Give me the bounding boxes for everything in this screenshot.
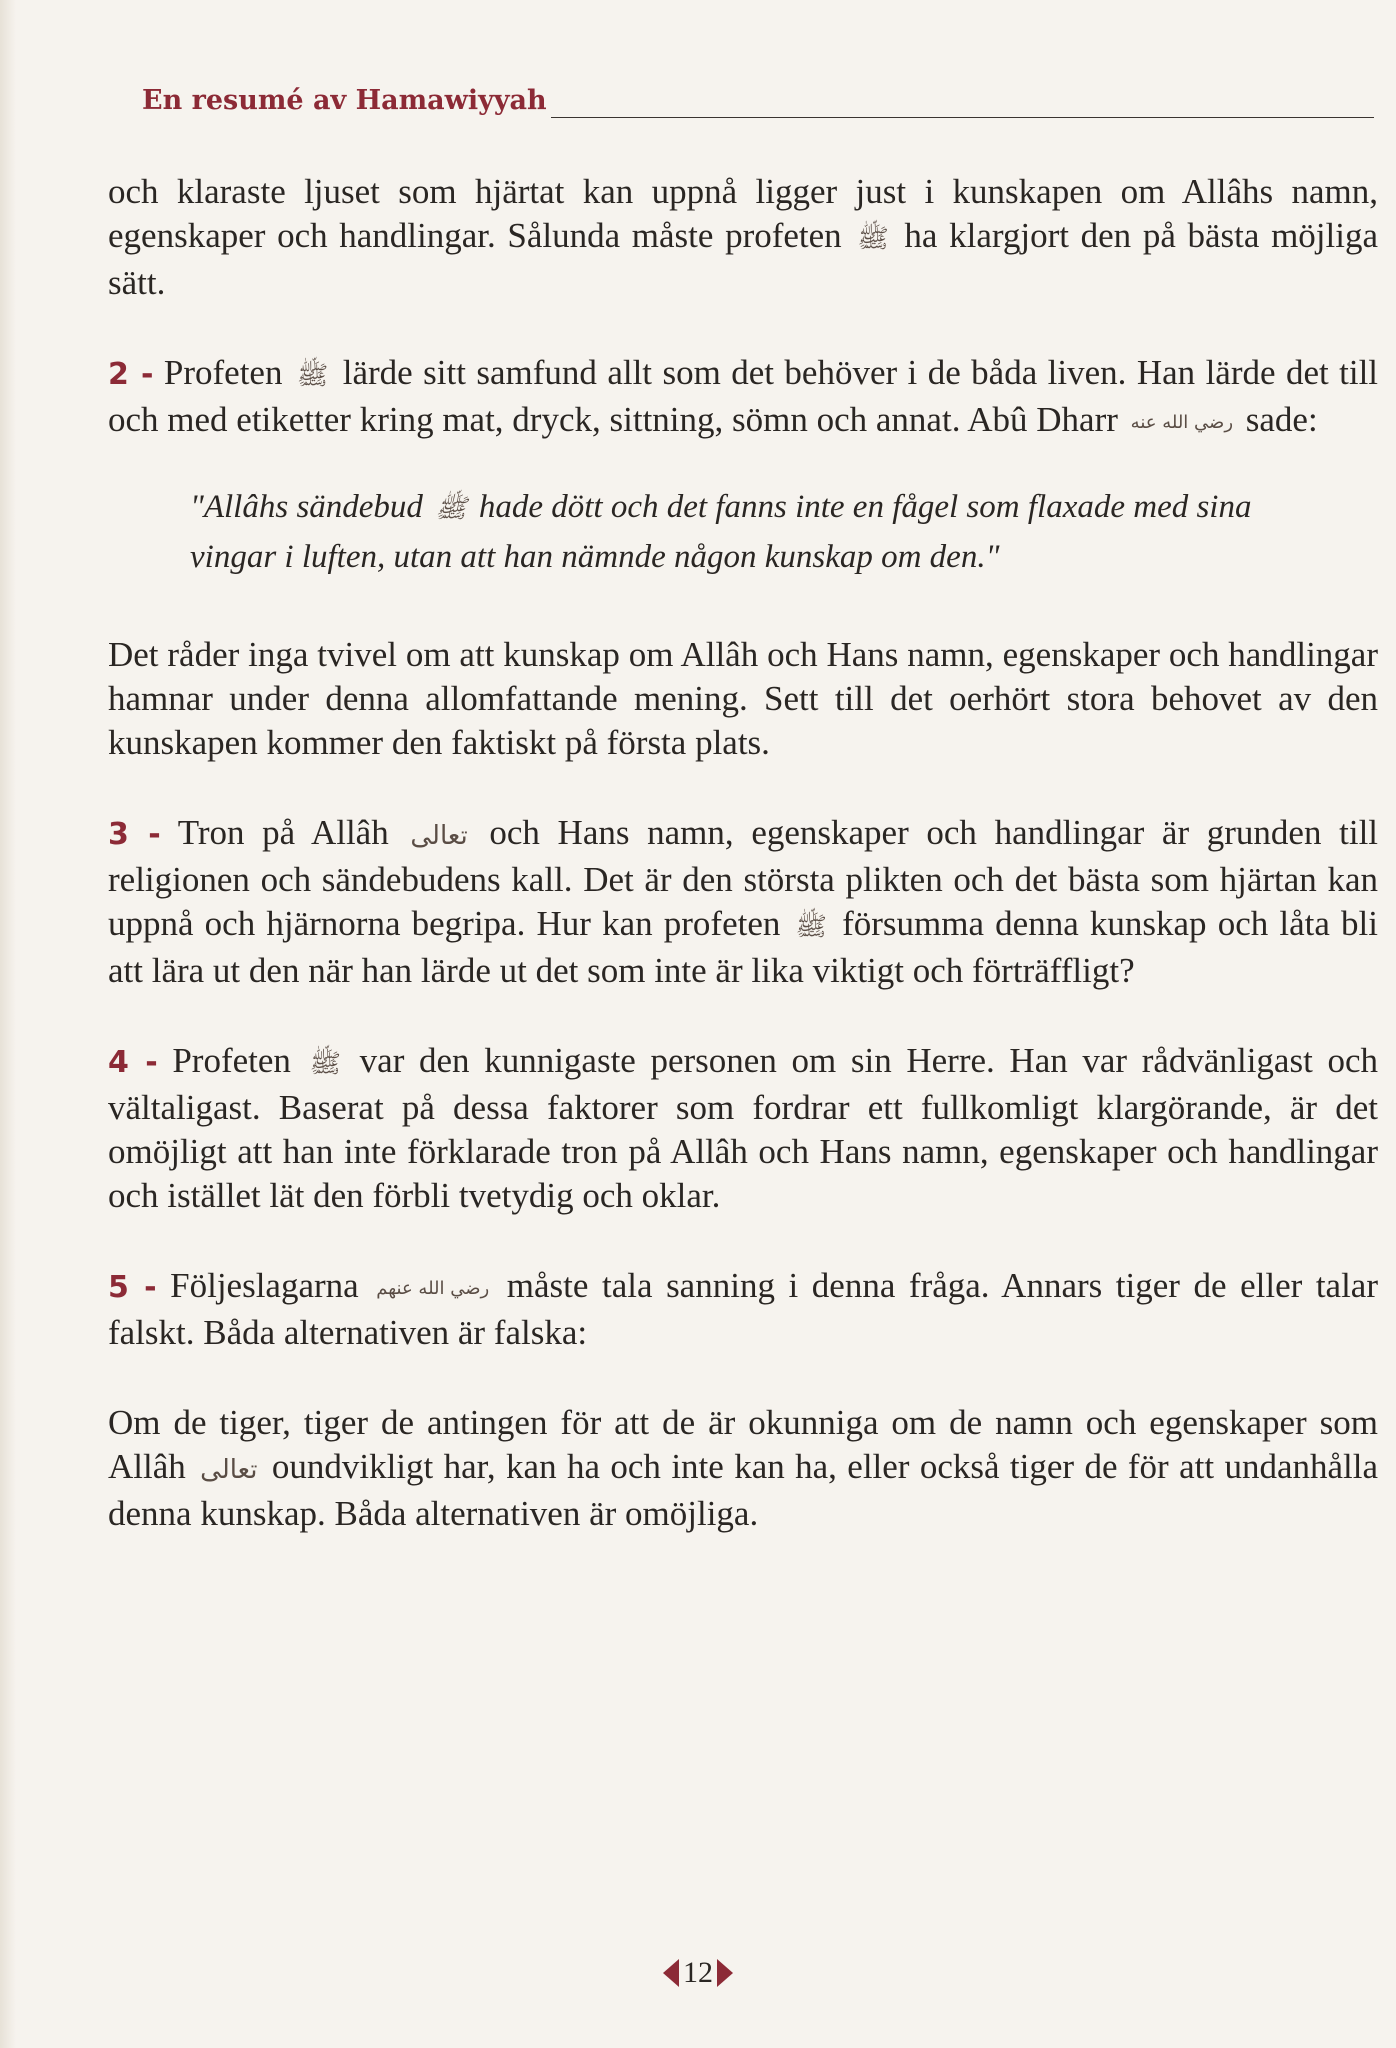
paragraph-intro [108,170,1378,305]
paragraph-number: 4 - [108,1045,158,1081]
text: var den kunnigaste personen om sin Herre. Han var rådvänligast och vältaligast. Baserat på dessa faktorer som fordrar ett fullkomligt klargörande, är det omöjligt att han inte förklarade tron på Allâh och Hans namn, egenskaper och handlingar och istället lät den förbli tvetydig och oklar. [108,1041,1378,1216]
paragraph-mid [108,633,1378,765]
text: lärde sitt samfund allt som det behöver i de båda liven. Han lärde det till och med etiketter kring mat, dryck, sittning, sömn och annat. Abû Dharr [108,352,1379,439]
paragraph-number: 3 - [108,817,161,853]
paragraph-5 [108,1264,1378,1355]
text: Det råder inga tvivel om att kunskap om Allâh och Hans namn, egenskaper och handlingar hamnar under denna allomfattande mening. Sett till det oerhört stora behovet av den kunskapen kommer den faktiskt på första plats. [108,635,1378,763]
radiya-honorific-icon: رضي الله عنهم [376,1278,490,1300]
paragraph-4 [108,1039,1378,1218]
paragraph-3 [108,811,1378,993]
text: måste tala sanning i denna fråga. Annars tiger de eller talar falskt. Båda alternativen är falska: [108,1266,1378,1353]
text: hade dött och det fanns inte en fågel som flaxade med sina vingar i luften, utan att han nämnde någon kunskap om den." [190,488,1252,576]
salla-honorific-icon: ﷺ [309,1049,341,1080]
running-header [142,62,1374,122]
text: Följeslagarna [170,1266,359,1306]
text: Profeten [172,1041,291,1081]
triangle-left-icon [663,1959,679,1987]
paragraph-number: 2 - [108,356,154,392]
header-rule [551,117,1374,118]
salla-honorific-icon: ﷺ [857,223,889,254]
radiya-honorific-icon: رضي الله عنه [1130,411,1234,433]
text: sade: [1245,399,1318,439]
text: och klaraste ljuset som hjärtat kan uppnå ligger just i kunskapen om Allâhs namn, egenskaper och handlingar. Sålunda måste profeten [108,172,1378,255]
salla-honorific-icon: ﷺ [795,912,827,943]
page-edge [0,0,16,2048]
hadith-quote [190,483,1328,581]
triangle-right-icon [717,1959,733,1987]
text: oundvikligt har, kan ha och inte kan ha, eller också tiger de för att undanhålla denna kunskap. Båda alternativen är omöjliga. [108,1447,1378,1534]
paragraph-number: 5 - [108,1270,157,1306]
page-content [108,170,1378,1582]
page-number [663,1956,733,1990]
text: och Hans namn, egenskaper och handlingar är grunden till religionen och sändebudens kall. Det är den största plikten och det bästa som hjärtan kan uppnå och hjärnorna begripa. Hur kan profeten [108,813,1379,944]
text: Profeten [163,352,283,392]
paragraph-last [108,1401,1378,1536]
paragraph-2 [108,351,1378,445]
text: "Allâhs sändebud [190,488,423,525]
text: ha klargjort den på bästa möjliga sätt. [108,216,1378,302]
salla-honorific-icon: ﷺ [435,494,467,525]
text: försumma denna kunskap och låta bli att lära ut den när han lärde ut det som inte är lika viktigt och förträffligt? [108,904,1378,991]
page-number-text: 12 [683,1956,713,1989]
taala-honorific-icon: تعالى [200,1455,258,1486]
header-title: En resumé av Hamawiyyah [142,85,547,116]
text: Om de tiger, tiger de antingen för att de är okunniga om de namn och egenskaper som Allâh [108,1403,1378,1487]
text: Tron på Allâh [177,813,389,853]
salla-honorific-icon: ﷺ [296,360,329,391]
page-footer [0,1948,1396,1998]
taala-honorific-icon: تعالى [410,821,468,852]
